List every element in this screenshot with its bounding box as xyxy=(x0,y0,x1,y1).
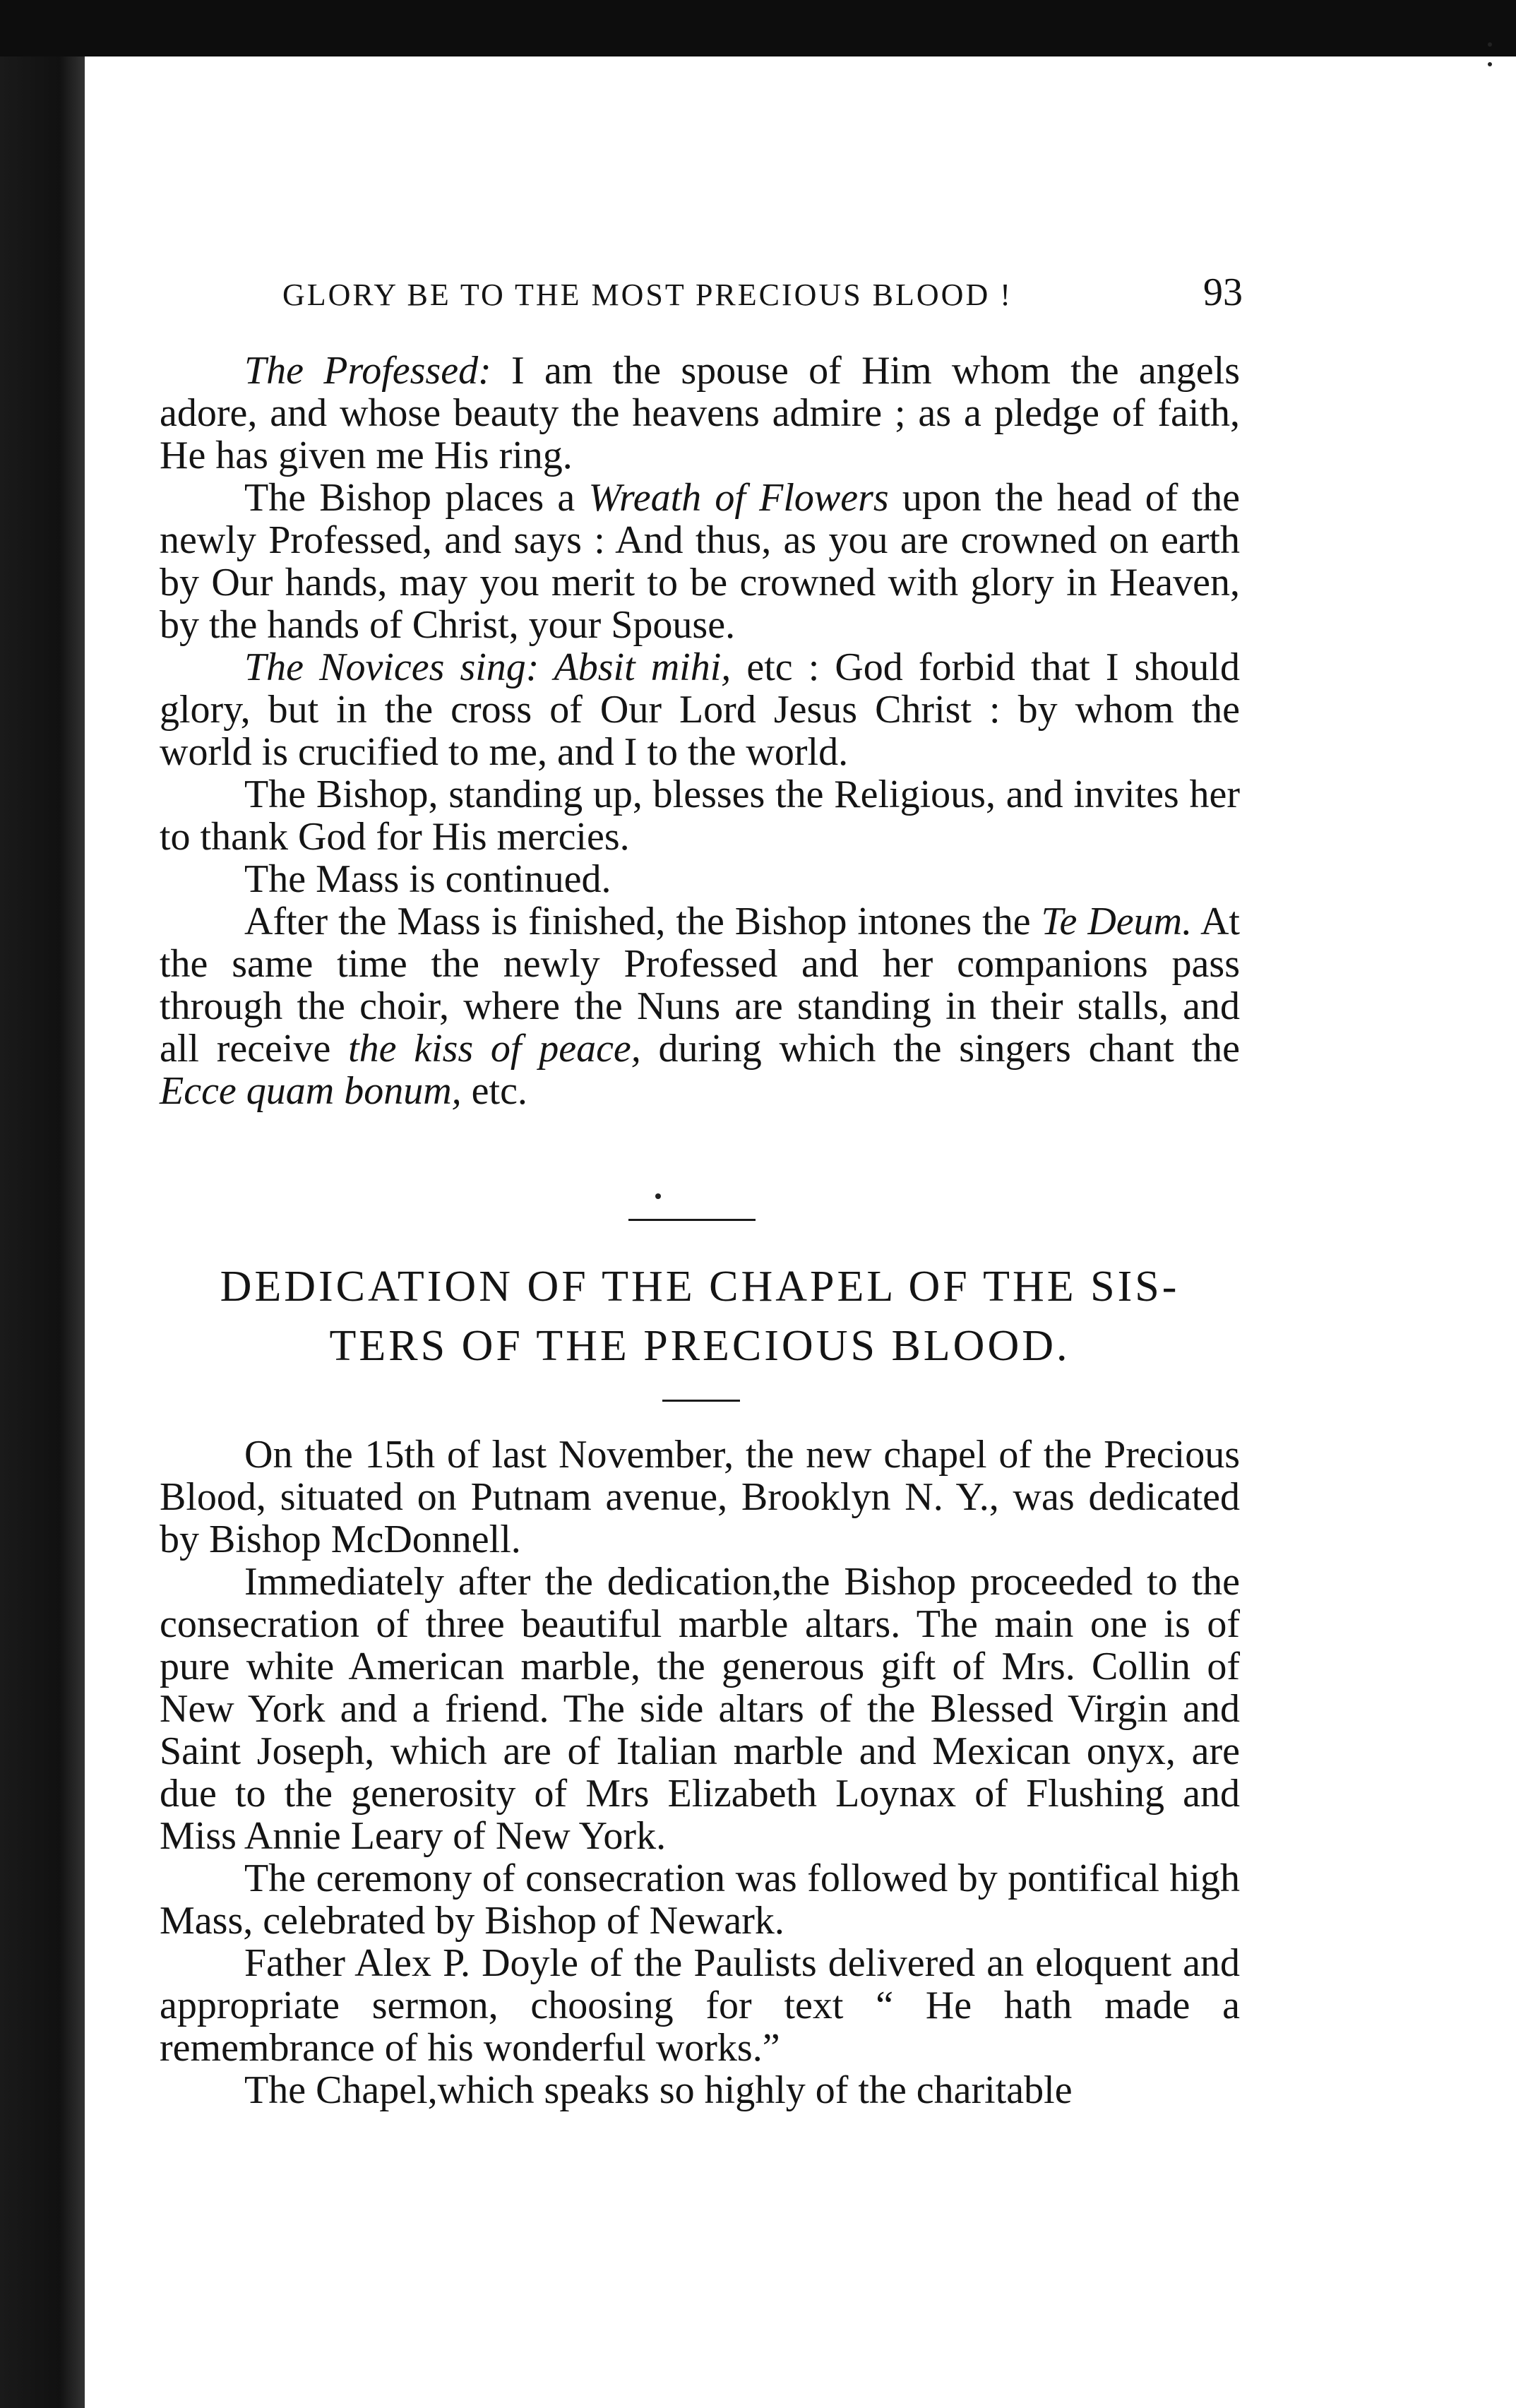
wreath-text-a: The Bishop places a xyxy=(244,476,589,520)
wreath-emphasis: Wreath of Flowers xyxy=(588,476,889,520)
paragraph-blessing: The Bishop, standing up, blesses the Religious, and invites her to thank God for His mercies. xyxy=(160,773,1240,859)
paragraph-altars: Immediately after the dedication,the Bishop proceeded to the consecration of three beautiful marble altars. The main one is of pure white American marble, the generous gift of Mrs. Collin of New York and a friend. The side altars of the Blessed Virgin and Saint Joseph, which are of Italian marble and Mexican onyx, are due to the generosity of Mrs Elizabeth Loynax of Flushing and Miss Annie Leary of New York. xyxy=(160,1560,1240,1858)
paragraph-pontifical-mass: The ceremony of consecration was followed by pontifical high Mass, celebrated by Bishop of Newark. xyxy=(160,1856,1240,1943)
paragraph-te-deum xyxy=(160,900,1240,1112)
running-head: GLORY BE TO THE MOST PRECIOUS BLOOD ! xyxy=(282,278,1013,312)
paragraph-professed xyxy=(160,350,1240,477)
professed-label: The Professed: xyxy=(244,349,491,393)
paragraph-dedication: On the 15th of last November, the new chapel of the Precious Blood, situated on Putnam avenue, Brooklyn N. Y., was dedicated by Bishop McDonnell. xyxy=(160,1433,1240,1561)
paragraph-novices xyxy=(160,646,1240,773)
te-deum-text-d: etc. xyxy=(461,1069,527,1113)
section-divider-rule xyxy=(628,1219,756,1221)
article-title-line1: DEDICATION OF THE CHAPEL OF THE SIS- xyxy=(220,1263,1180,1311)
kiss-of-peace-emphasis: the kiss of peace, xyxy=(348,1027,641,1071)
page-number: 93 xyxy=(1203,270,1243,314)
te-deum-text-b: At the same time the newly Professed and her companions pass through the choir, where the Nuns are standing in their stalls, and all receive xyxy=(160,900,1240,1071)
te-deum-text-c: during which the singers chant the xyxy=(640,1027,1240,1071)
article-title xyxy=(160,1257,1240,1376)
dedication-text xyxy=(160,1434,1240,2111)
ecce-quam-emphasis: Ecce quam bonum, xyxy=(160,1069,462,1113)
section-dot xyxy=(655,1193,661,1199)
ceremony-text xyxy=(160,350,1240,1112)
novices-text: etc : God forbid that I should glory, but in the cross of Our Lord Jesus Christ : by whom the world is crucified to me, and I to the world. xyxy=(160,645,1240,774)
te-deum-text-a: After the Mass is finished, the Bishop intones the xyxy=(244,900,1041,943)
scan-top-border xyxy=(0,0,1516,56)
title-rule xyxy=(662,1400,740,1402)
page-header xyxy=(282,270,1243,319)
paragraph-sermon: Father Alex P. Doyle of the Paulists delivered an eloquent and appropriate sermon, choosing for text “ He hath made a remembrance of his wonderful works.” xyxy=(160,1941,1240,2070)
novices-label: The Novices sing: Absit mihi, xyxy=(244,645,732,689)
paragraph-chapel: The Chapel,which speaks so highly of the charitable xyxy=(244,2068,1073,2112)
paragraph-wreath xyxy=(160,477,1240,646)
article-title-line2: TERS OF THE PRECIOUS BLOOD. xyxy=(329,1322,1070,1370)
professed-text: I am the spouse of Him whom the angels adore, and whose beauty the heavens admire ; as a pledge of faith, He has given me His ring. xyxy=(160,349,1240,477)
paragraph-mass-continued: The Mass is continued. xyxy=(244,857,611,901)
scan-speck-marks xyxy=(1488,42,1493,92)
wreath-text-b: upon the head of the newly Professed, and says : And thus, as you are crowned on earth by Our hands, may you merit to be crowned with glory in Heaven, by the hands of Christ, your Spouse. xyxy=(160,476,1241,647)
scan-left-border xyxy=(0,56,85,2408)
te-deum-emphasis: Te Deum. xyxy=(1041,900,1193,943)
